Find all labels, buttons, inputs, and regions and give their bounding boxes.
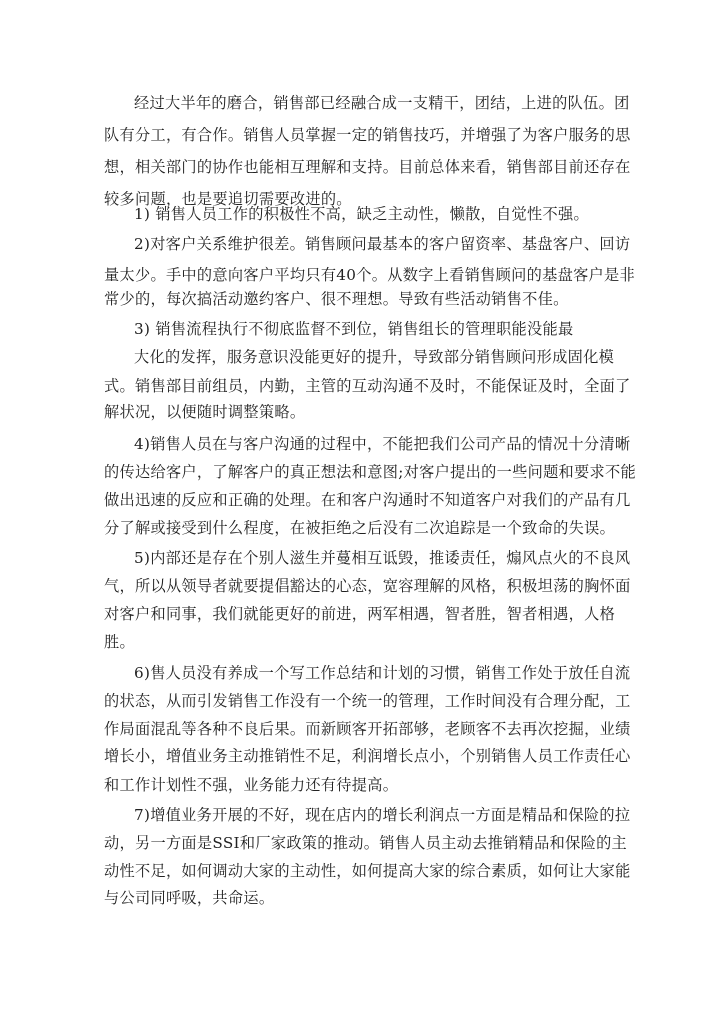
paragraph-5-line-3: 做出迅速的反应和正确的处理。在和客户沟通时不知道客户对我们的产品有几	[104, 491, 631, 509]
paragraph-7-line-3: 作局面混乱等各种不良后果。而新顾客开拓部够，老顾客不去再次挖掘，业绩	[104, 720, 631, 738]
paragraph-5-line-4: 分了解或接受到什么程度，在被拒绝之后没有二次追踪是一个致命的失误。	[104, 519, 616, 537]
paragraph-1-line-4: 较多问题，也是要追切需要改进的。	[104, 190, 352, 208]
paragraph-7-line-4: 增长小，增值业务主动推销性不足，利润增长点小，个别销售人员工作责任心	[104, 747, 631, 765]
paragraph-2-line-1: 1) 销售人员工作的积极性不高，缺乏主动性，懒散，自觉性不强。	[134, 205, 589, 223]
paragraph-3-line-3: 常少的，每次搞活动邀约客户、很不理想。导致有些活动销售不佳。	[104, 290, 569, 308]
paragraph-4-line-1: 3) 销售流程执行不彻底监督不到位，销售组长的管理职能没能最	[134, 320, 574, 338]
paragraph-6-line-1: 5)内部还是存在个别人滋生并蔓相互诋毁，推诿责任，煽风点火的不良风	[134, 549, 631, 567]
paragraph-6-line-3: 对客户和同事，我们就能更好的前进，两军相遇，智者胜，智者相遇，人格	[104, 605, 616, 623]
paragraph-8-line-2: 动，另一方面是SSI和厂家政策的推动。销售人员主动去推销精品和保险的主	[104, 834, 628, 852]
paragraph-8-line-3: 动性不足，如何调动大家的主动性，如何提高大家的综合素质，如何让大家能	[104, 862, 631, 880]
paragraph-7-line-2: 的状态，从而引发销售工作没有一个统一的管理，工作时间没有合理分配，工	[104, 692, 631, 710]
paragraph-5-line-1: 4)销售人员在与客户沟通的过程中，不能把我们公司产品的情况十分清晰	[134, 435, 631, 453]
paragraph-1-line-3: 想，相关部门的协作也能相互理解和支持。目前总体来看，销售部目前还存在	[104, 158, 631, 176]
paragraph-4-line-2: 大化的发挥，服务意识没能更好的提升，导致部分销售顾问形成固化模	[134, 348, 615, 366]
paragraph-3-line-1: 2)对客户关系维护很差。销售顾问最基本的客户留资率、基盘客户、回访	[134, 235, 631, 253]
paragraph-8-line-4: 与公司同呼吸，共命运。	[104, 889, 275, 907]
paragraph-7-line-1: 6)售人员没有养成一个写工作总结和计划的习惯，销售工作处于放任自流	[134, 664, 631, 682]
paragraph-3-line-2: 量太少。手中的意向客户平均只有40个。从数字上看销售顾问的基盘客户是非	[104, 266, 636, 284]
paragraph-6-line-4: 胜。	[104, 633, 135, 651]
paragraph-1-line-1: 经过大半年的磨合，销售部已经融合成一支精干，团结，上进的队伍。团	[134, 94, 630, 112]
paragraph-4-line-3: 式。销售部目前组员，内勤，主管的互动沟通不及时，不能保证及时，全面了	[104, 377, 631, 395]
paragraph-8-line-1: 7)增值业务开展的不好，现在店内的增长利润点一方面是精品和保险的拉	[134, 806, 631, 824]
paragraph-6-line-2: 气，所以从领导者就要提倡豁达的心态，宽容理解的风格，积极坦荡的胸怀面	[104, 577, 631, 595]
paragraph-1-line-2: 队有分工，有合作。销售人员掌握一定的销售技巧，并增强了为客户服务的思	[104, 126, 631, 144]
paragraph-5-line-2: 的传达给客户，了解客户的真正想法和意图;对客户提出的一些问题和要求不能	[104, 463, 636, 481]
paragraph-4-line-4: 解状况，以便随时调整策略。	[104, 403, 306, 421]
paragraph-7-line-5: 和工作计划性不强，业务能力还有待提高。	[104, 776, 399, 794]
